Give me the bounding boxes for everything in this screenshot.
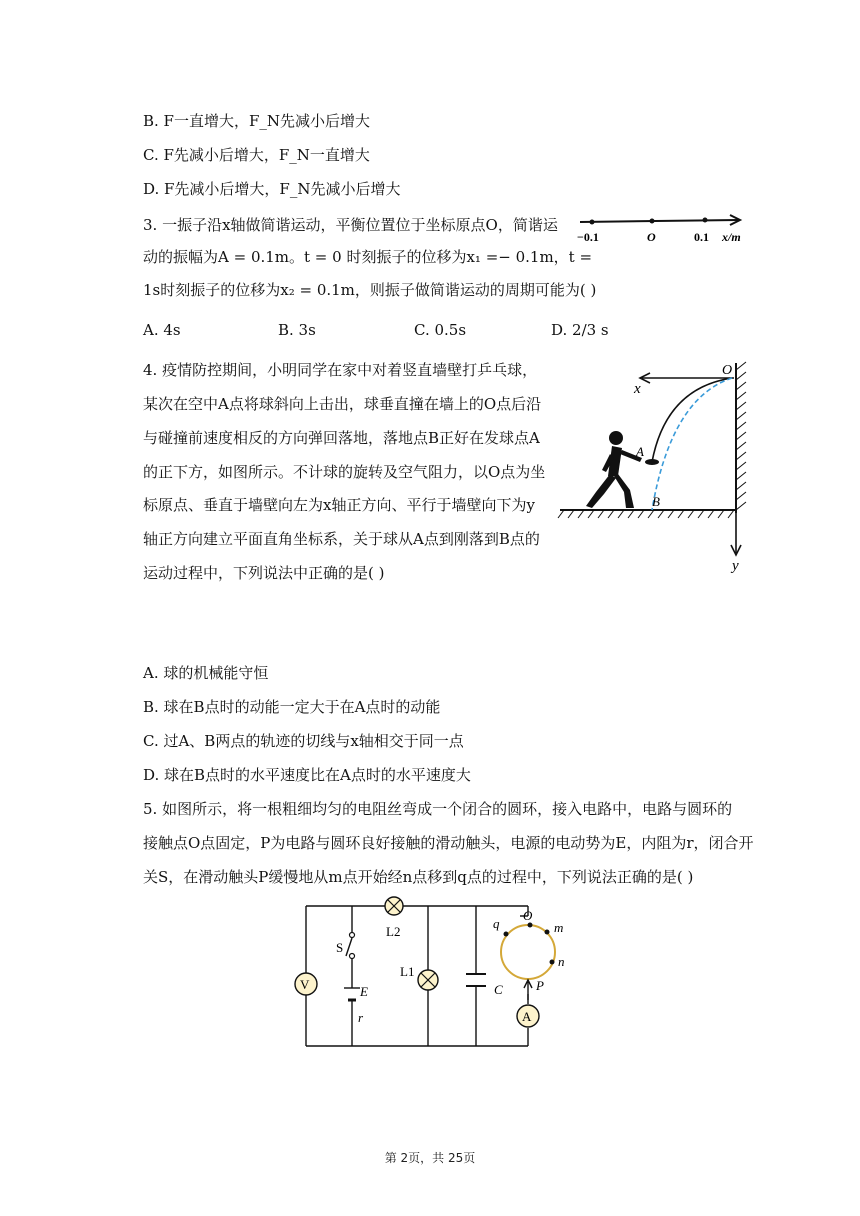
q3-tick-neg: −0.1	[577, 230, 599, 244]
q4-line-4: 的正下方，如图所示。不计球的旋转及空气阻力，以O点为坐	[143, 463, 546, 481]
q3-tick-o: O	[647, 230, 656, 244]
q5-label-c: C	[494, 982, 503, 997]
q4-line-5: 标原点、垂直于墙壁向左为x轴正方向、平行于墙壁向下为y	[143, 496, 535, 514]
q3-axis-label: x/m	[722, 230, 741, 244]
q3-option-b: B. 3s	[278, 321, 316, 339]
q3-option-d: D. 2/3 s	[551, 321, 609, 339]
q4-label-x: x	[634, 381, 641, 397]
q5-circuit-figure	[288, 890, 584, 1054]
q5-label-p: P	[536, 978, 544, 993]
q4-label-o: O	[722, 363, 733, 378]
q3-option-a: A. 4s	[143, 321, 181, 339]
q2-option-d: D. F先减小后增大，F_N先减小后增大	[143, 180, 401, 198]
q3-tick-pos: 0.1	[694, 230, 709, 244]
q3-line-1: 3. 一振子沿x轴做简谐运动，平衡位置位于坐标原点O，简谐运	[143, 216, 558, 234]
q4-line-7: 运动过程中，下列说法中正确的是( )	[143, 564, 385, 582]
q4-line-6: 轴正方向建立平面直角坐标系，关于球从A点到刚落到B点的	[143, 530, 540, 548]
q5-label-a: A	[522, 1009, 532, 1024]
q5-line-3: 关S，在滑动触头P缓慢地从m点开始经n点移到q点的过程中，下列说法正确的是( )	[143, 868, 694, 886]
q2-option-c: C. F先减小后增大，F_N一直增大	[143, 146, 370, 164]
q5-label-r: r	[358, 1010, 364, 1025]
q5-label-e: E	[360, 984, 368, 999]
q4-label-y: y	[732, 558, 739, 574]
q4-label-b: B	[652, 494, 660, 509]
q4-label-a: A	[636, 444, 644, 459]
q5-label-l1: L1	[400, 964, 415, 979]
q4-line-2: 某次在空中A点将球斜向上击出，球垂直撞在墙上的O点后沿	[143, 395, 542, 413]
q5-label-s: S	[336, 940, 344, 955]
q5-label-n: n	[558, 954, 565, 969]
q5-label-v: V	[300, 977, 310, 992]
q5-label-q: q	[493, 916, 500, 931]
q4-pingpong-figure	[556, 358, 766, 578]
q5-line-1: 5. 如图所示，将一根粗细均匀的电阻丝弯成一个闭合的圆环，接入电路中，电路与圆环的	[143, 800, 733, 818]
q5-label-o: O	[523, 908, 533, 923]
q5-label-l2: L2	[386, 924, 401, 939]
q5-label-m: m	[554, 920, 564, 935]
q4-line-1: 4. 疫情防控期间，小明同学在家中对着竖直墙壁打乒乓球，	[143, 361, 538, 379]
q4-line-3: 与碰撞前速度相反的方向弹回落地，落地点B正好在发球点A	[143, 429, 540, 447]
q3-line-2: 动的振幅为A = 0.1m。t = 0 时刻振子的位移为x₁ =− 0.1m，t =	[143, 248, 593, 266]
page-footer: 第 2页，共 25页	[384, 1151, 476, 1165]
q3-line-3: 1s时刻振子的位移为x₂ = 0.1m，则振子做简谐运动的周期可能为( )	[143, 281, 597, 299]
q3-option-c: C. 0.5s	[414, 321, 467, 339]
q4-option-b: B. 球在B点时的动能一定大于在A点时的动能	[143, 698, 441, 716]
q4-option-a: A. 球的机械能守恒	[143, 664, 269, 682]
q4-option-d: D. 球在B点时的水平速度比在A点时的水平速度大	[143, 766, 471, 784]
q5-line-2: 接触点O点固定，P为电路与圆环良好接触的滑动触头，电源的电动势为E，内阻为r，闭合开	[143, 834, 754, 852]
q4-option-c: C. 过A、B两点的轨迹的切线与x轴相交于同一点	[143, 732, 464, 750]
q3-axis-figure	[572, 208, 752, 248]
q2-option-b: B. F一直增大，F_N先减小后增大	[143, 112, 371, 130]
